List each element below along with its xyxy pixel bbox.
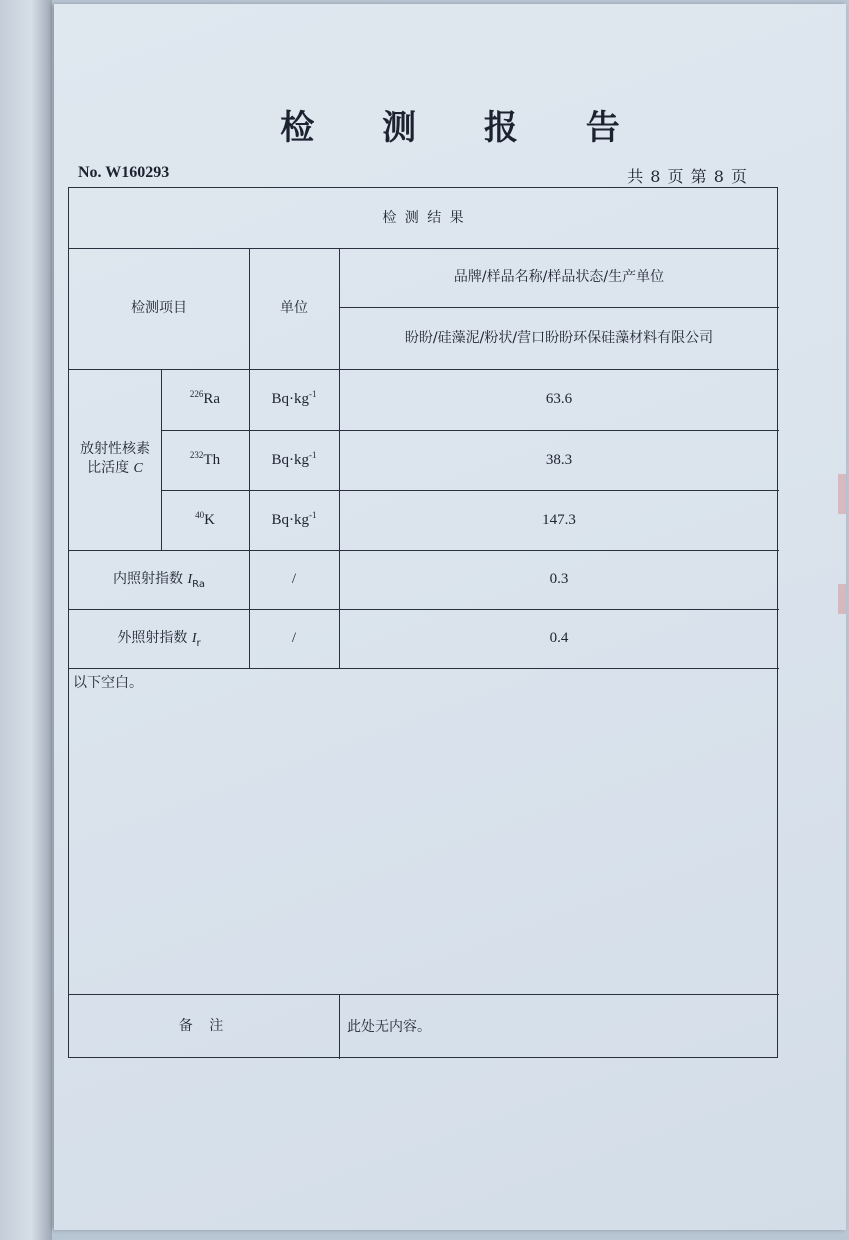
internal-exposure-index-unit: / xyxy=(291,571,297,588)
report-page xyxy=(54,4,846,1230)
report-number: No. W160293 xyxy=(78,164,170,181)
results-table xyxy=(68,187,778,1058)
unit-k40: $Bq\cdot kg^{-1}$ xyxy=(271,509,317,528)
sample-description: 盼盼/硅藻泥/粉状/营口盼盼环保硅藻材料有限公司 xyxy=(404,329,714,346)
unit-th232: $Bq\cdot kg^{-1}$ xyxy=(271,449,317,468)
mass-number: 40 xyxy=(195,509,205,520)
nuclide-ra226 xyxy=(161,369,249,430)
remarks-label: 备 注 xyxy=(178,1018,230,1035)
value-k40: 147.3 xyxy=(542,511,576,528)
nuclide-th232 xyxy=(161,430,249,490)
unit-column-header: 单位 xyxy=(280,300,308,317)
external-exposure-index-unit: / xyxy=(291,630,297,647)
seam-stamp-mark xyxy=(838,584,846,614)
table-rule xyxy=(69,668,779,669)
specific-activity-group-label xyxy=(69,369,161,550)
document-title: 检 测 报 告 xyxy=(280,108,648,148)
internal-exposure-index-value: 0.3 xyxy=(549,571,569,588)
value-ra226: 63.6 xyxy=(545,391,573,408)
section-title: 检 测 结 果 xyxy=(382,209,466,226)
element-symbol: K xyxy=(204,511,215,528)
element-symbol: Th xyxy=(203,451,221,468)
unit-ra226: $Bq\cdot kg^{-1}$ xyxy=(271,389,317,408)
element-symbol: Ra xyxy=(203,391,221,408)
table-rule xyxy=(339,994,340,1059)
mass-number: 232 xyxy=(189,449,204,460)
blank-below-note: 以下空白。 xyxy=(73,675,143,691)
brand-column-header: 品牌/样品名称/样品状态/生产单位 xyxy=(453,269,665,286)
external-exposure-index-value: 0.4 xyxy=(549,630,569,647)
nuclide-k40 xyxy=(161,490,249,550)
activity-symbol: C xyxy=(133,461,143,476)
seam-stamp-mark xyxy=(838,474,846,514)
group-label-line1: 放射性核素 xyxy=(80,441,150,458)
internal-exposure-index-label: 内照射指数 $I_{Ra}$ xyxy=(113,570,205,590)
group-label-line2: 比活度 C xyxy=(87,460,143,476)
item-column-header: 检测项目 xyxy=(131,300,187,317)
external-exposure-index-label: 外照射指数 $I_r$ xyxy=(117,629,201,649)
remarks-value: 此处无内容。 xyxy=(347,1019,431,1035)
adjacent-page-edge xyxy=(0,0,52,1240)
page-count: 共 8 页 第 8 页 xyxy=(627,167,748,186)
value-th232: 38.3 xyxy=(545,451,573,468)
mass-number: 226 xyxy=(189,389,204,400)
